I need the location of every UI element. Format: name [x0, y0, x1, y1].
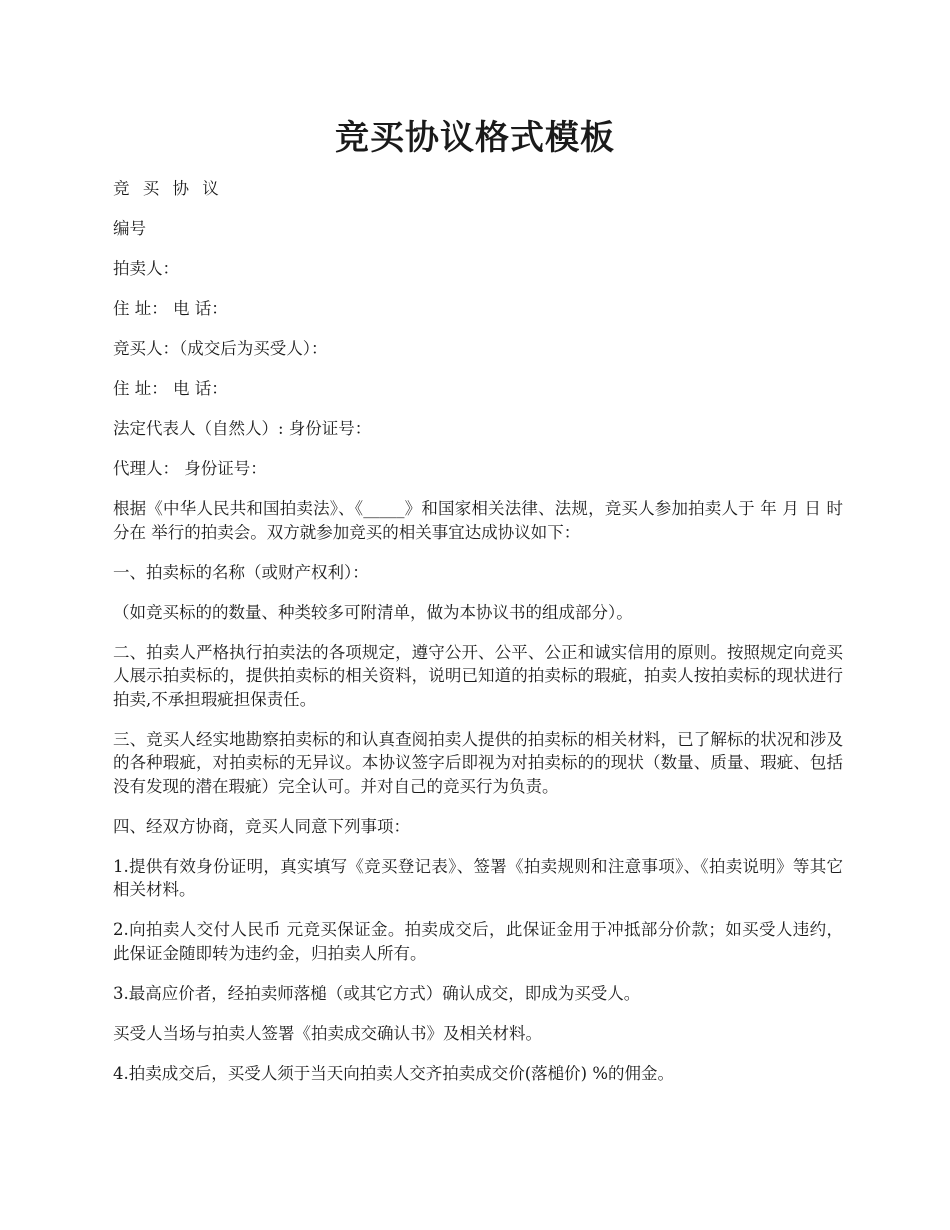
clause-4-item-4: 4.拍卖成交后，买受人须于当天向拍卖人交齐拍卖成交价(落槌价) %的佣金。	[113, 1063, 675, 1083]
clause-3-paragraph: 三、竞买人经实地勘察拍卖标的和认真查阅拍卖人提供的拍卖标的相关材料，已了解标的状况和涉及的各种瑕疵，对拍卖标的无异议。本协议签字后即视为对拍卖标的的现状（数量、质量、瑕疵、包括没有发现的潜在瑕疵）完全认可。并对自己的竞买行为负责。	[113, 729, 843, 796]
clause-4-heading: 四、经双方协商，竞买人同意下列事项：	[113, 816, 410, 836]
auctioneer-field: 拍卖人：	[113, 259, 179, 278]
clause-4-item-2: 2.向拍卖人交付人民币 元竞买保证金。拍卖成交后，此保证金用于冲抵部分价款；如买受人违约，此保证金随即转为违约金，归拍卖人所有。	[113, 920, 843, 963]
bidder-address-phone: 住 址： 电 话：	[113, 379, 228, 398]
preamble-paragraph: 根据《中华人民共和国拍卖法》、《_____》和国家相关法律、法规，竞买人参加拍卖人于 年 月 日 时 分在 举行的拍卖会。双方就参加竞买的相关事宜达成协议如下：	[113, 499, 843, 542]
document-title: 竞买协议格式模板	[335, 118, 615, 158]
document-body	[113, 177, 843, 1102]
number-field: 编号	[113, 219, 146, 238]
bidder-field: 竞买人：（成交后为买受人）：	[113, 339, 328, 358]
clause-1-note: （如竞买标的的数量、种类较多可附清单，做为本协议书的组成部分）。	[113, 602, 633, 622]
legal-representative-field: 法定代表人（自然人）: 身份证号：	[113, 419, 372, 438]
clause-4-item-3-note: 买受人当场与拍卖人签署《拍卖成交确认书》及相关材料。	[113, 1023, 542, 1043]
agent-field: 代理人： 身份证号：	[113, 459, 267, 478]
auctioneer-address-phone: 住 址： 电 话：	[113, 299, 228, 318]
clause-4-item-3: 3.最高应价者，经拍卖师落槌（或其它方式）确认成交，即成为买受人。	[113, 983, 641, 1003]
clause-1-heading: 一、拍卖标的名称（或财产权利）：	[113, 562, 369, 582]
subtitle-paragraph: 竞 买 协 议	[113, 179, 223, 198]
clause-2-paragraph: 二、拍卖人严格执行拍卖法的各项规定，遵守公开、公平、公正和诚实信用的原则。按照规定向竞买人展示拍卖标的，提供拍卖标的相关资料，说明已知道的拍卖标的瑕疵，拍卖人按拍卖标的现状进行拍卖,不承担瑕疵担保责任。	[113, 642, 843, 709]
clause-4-item-1: 1.提供有效身份证明，真实填写《竞买登记表》、签署《拍卖规则和注意事项》、《拍卖说明》等其它相关材料。	[113, 856, 843, 899]
